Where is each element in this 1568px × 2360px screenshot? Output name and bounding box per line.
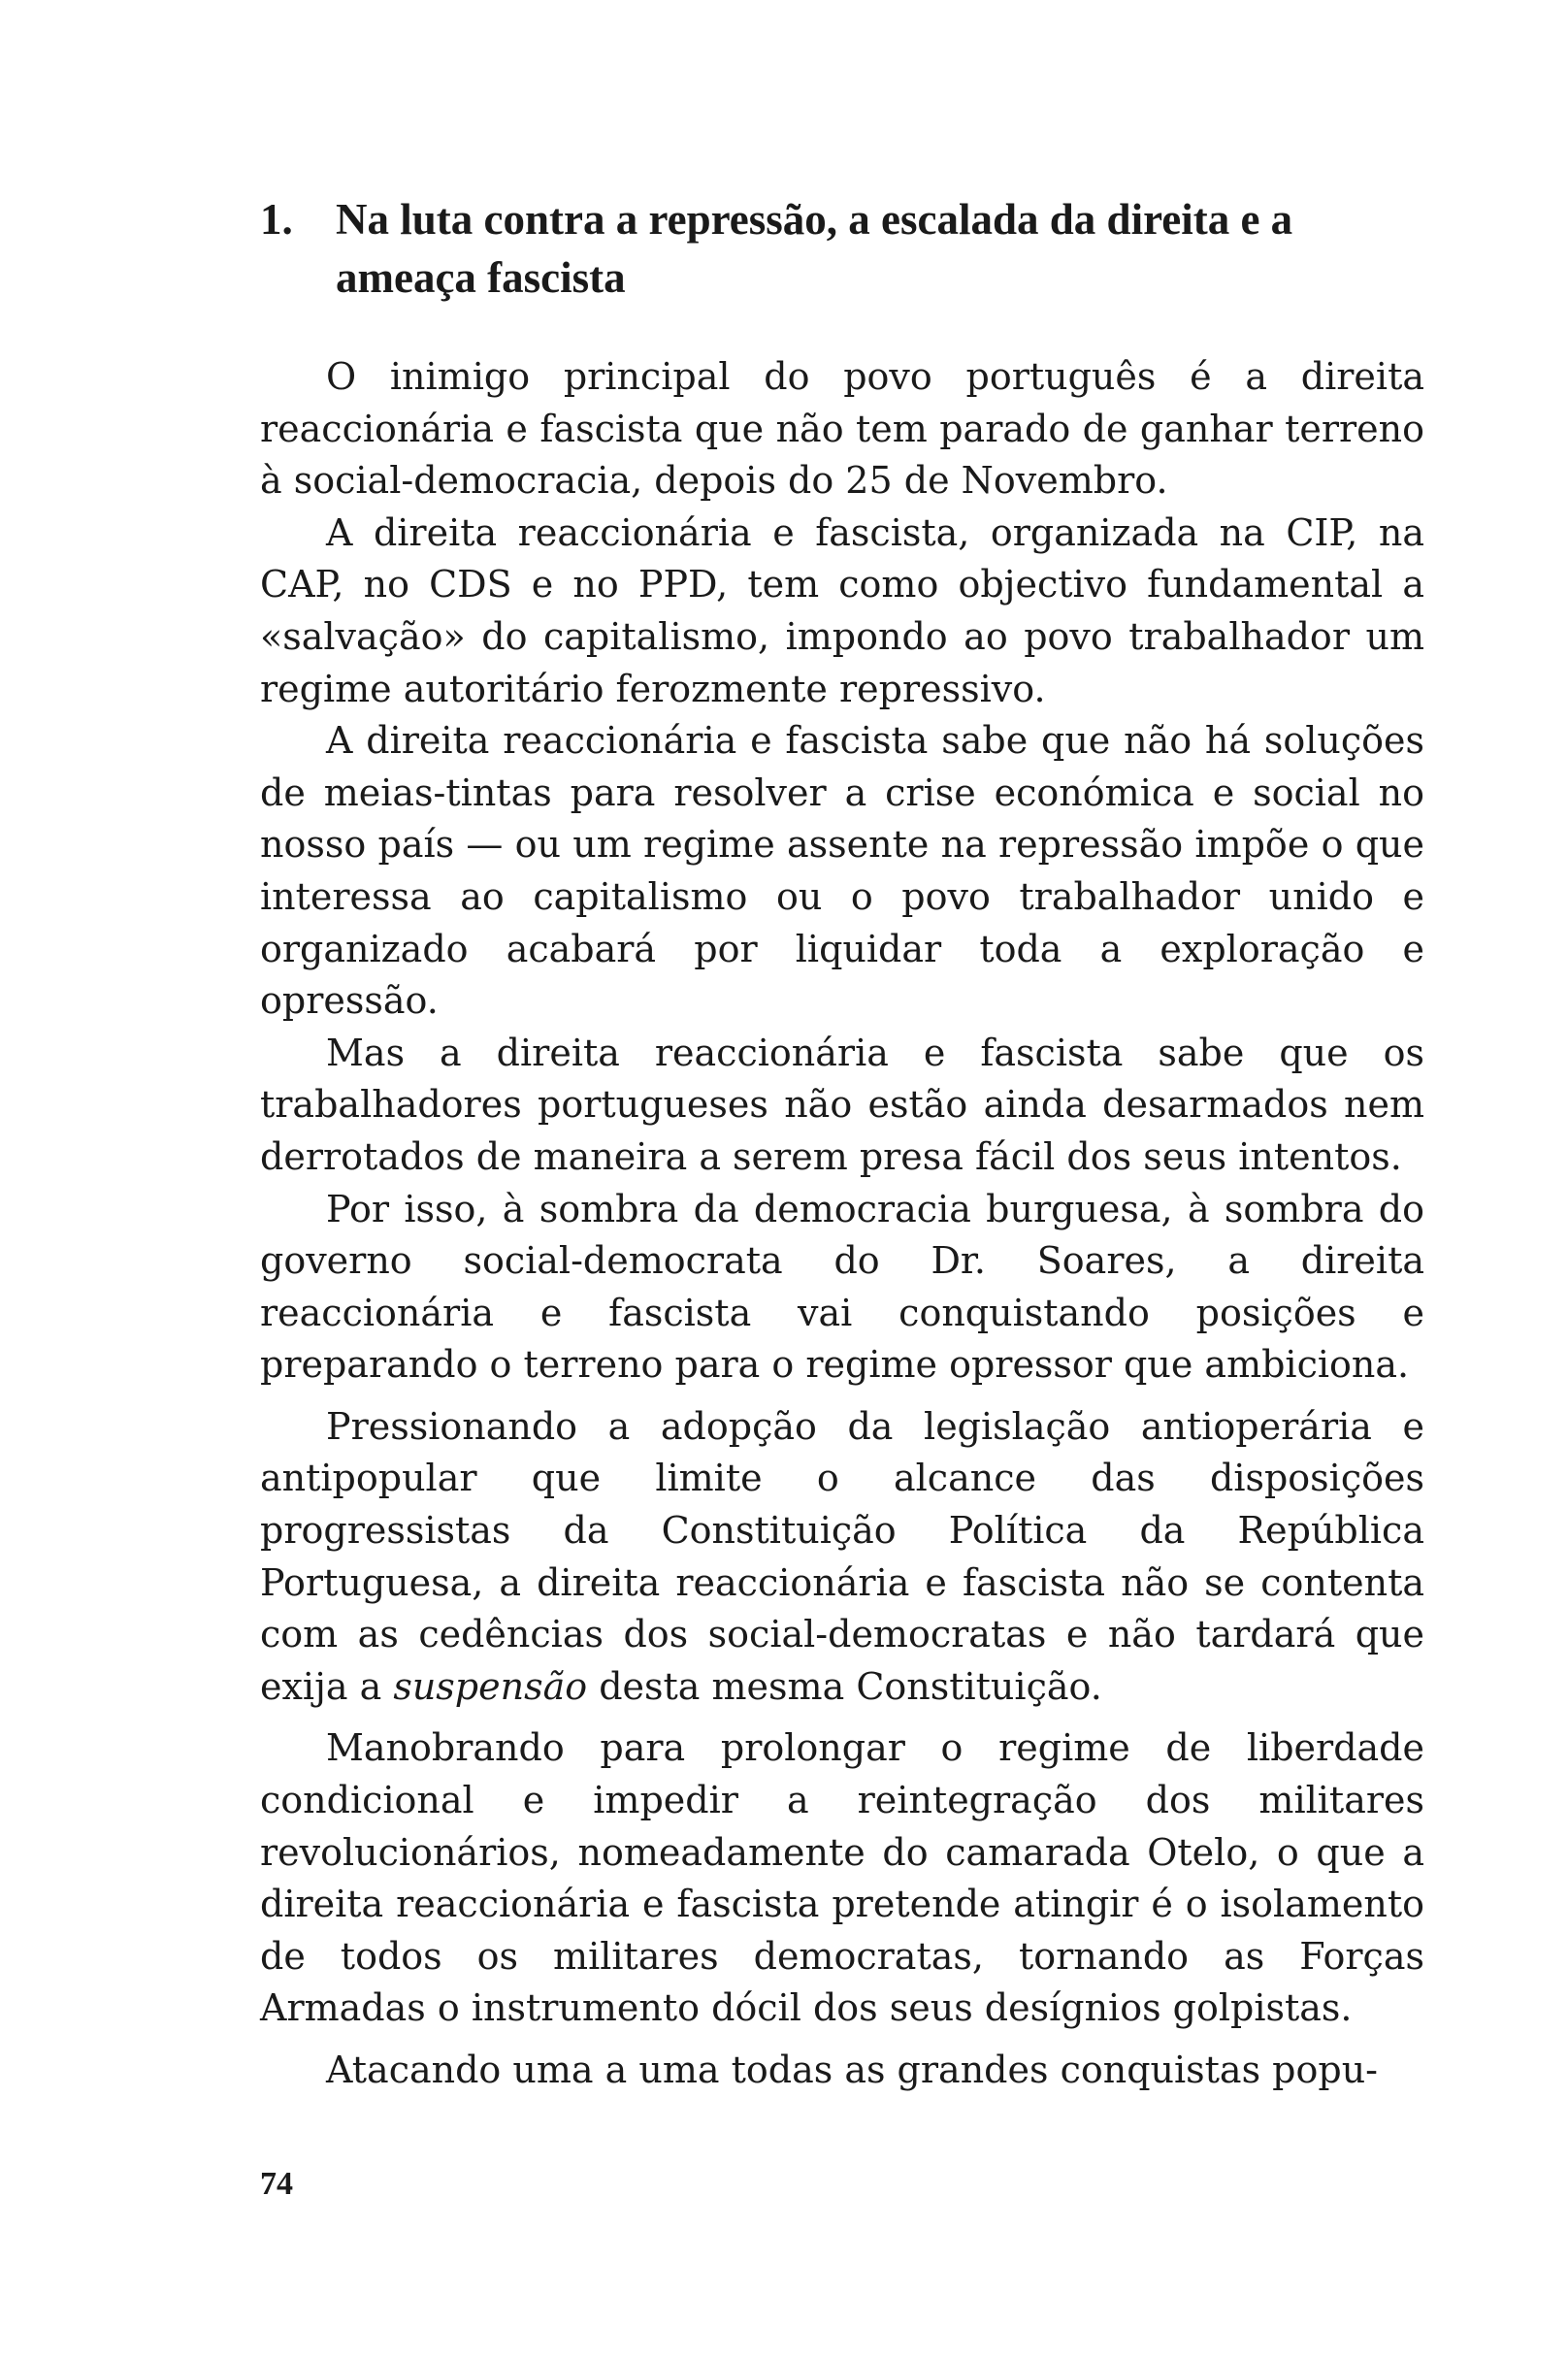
body-text bbox=[260, 351, 1424, 2097]
emphasis-text: suspensão bbox=[393, 1664, 588, 1708]
paragraph-text: desta mesma Constituição. bbox=[587, 1664, 1102, 1708]
paragraph: Mas a direita reaccionária e fascista sabe que os trabalhadores portugueses não estão ainda desarmados nem derrotados de maneira a serem presa fácil dos seus intentos. bbox=[260, 1031, 1424, 1178]
paragraph bbox=[260, 1401, 1424, 1714]
paragraph: A direita reaccionária e fascista, organizada na CIP, na CAP, no CDS e no PPD, tem como objectivo fundamental a «salvação» do capitalismo, impondo ao povo trabalhador um regime autoritário ferozmente repressivo. bbox=[260, 510, 1424, 710]
paragraph: Atacando uma a uma todas as grandes conquistas popu- bbox=[326, 2049, 1379, 2091]
paragraph: O inimigo principal do povo português é a direita reaccionária e fascista que não tem parado de ganhar terreno à social-democracia, depois do 25 de Novembro. bbox=[260, 355, 1424, 503]
paragraph: A direita reaccionária e fascista sabe que não há soluções de meias-tintas para resolver a crise económica e social no nosso país — ou um regime assente na repressão impõe o que interessa ao capitalismo ou o povo trabalhador unido e organizado acabará por liquidar toda a exploração e opressão. bbox=[260, 719, 1424, 1023]
paragraph: Manobrando para prolongar o regime de liberdade condicional e impedir a reintegração dos militares revolucionários, nomeadamente do camarada Otelo, o que a direita reaccionária e fascista pretende atingir é o isolamento de todos os militares democratas, tornando as Forças Armadas o instrumento dócil dos seus desígnios golpistas. bbox=[260, 1726, 1424, 2030]
paragraph-text: Pressionando a adopção da legislação antioperária e antipopular que limite o alcance das disposições progressistas da Constituição Política da República Portuguesa, a direita reaccionária e fascista não se contenta com as cedências dos social-democratas e não tardará que exija a bbox=[260, 1404, 1424, 1708]
page-number: 74 bbox=[260, 2166, 293, 2202]
paragraph: Por isso, à sombra da democracia burguesa, à sombra do governo social-democrata do Dr. Soares, a direita reaccionária e fascista vai conquistando posições e preparando o terreno para o regime opressor que ambiciona. bbox=[260, 1187, 1424, 1387]
section-title: Na luta contra a repressão, a escalada da direita e a ameaça fascista bbox=[336, 195, 1293, 302]
section-number: 1. bbox=[260, 195, 293, 244]
